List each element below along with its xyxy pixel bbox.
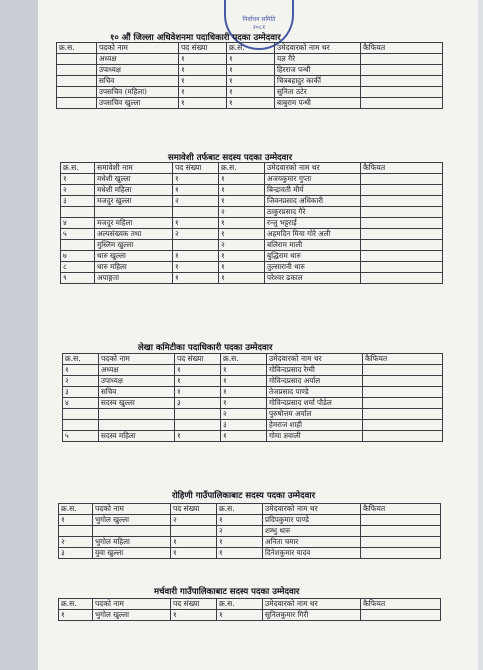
post-count-cell: १ [179, 87, 227, 98]
table-row [63, 398, 443, 409]
candidate-serial-cell: १ [219, 185, 265, 196]
column-header: क्र.स. [217, 599, 263, 610]
remarks-cell [361, 537, 441, 548]
table-row [57, 65, 443, 76]
serial-cell [57, 98, 97, 109]
candidate-serial-cell: १ [221, 398, 267, 409]
post-count-cell: १ [179, 54, 227, 65]
table-row [61, 240, 443, 251]
table-row [57, 76, 443, 87]
remarks-cell [363, 365, 443, 376]
candidate-name-cell: बिन्द्रावती मौर्य [265, 185, 361, 196]
remarks-cell [361, 610, 441, 621]
table-header-row [59, 599, 441, 610]
post-name-cell [95, 207, 173, 218]
column-header: समावेशी नाम [95, 163, 173, 174]
post-name-cell: उपसचिव (महिला) [97, 87, 179, 98]
candidate-serial-cell: १ [217, 548, 263, 559]
table-row [63, 376, 443, 387]
remarks-cell [363, 420, 443, 431]
post-count-cell: १ [175, 431, 221, 442]
serial-cell: २ [59, 537, 93, 548]
candidate-name-cell: हिरराज पन्थी [275, 65, 361, 76]
rohini-members-table [58, 503, 441, 559]
remarks-cell [361, 76, 443, 87]
remarks-cell [363, 409, 443, 420]
post-name-cell [99, 420, 175, 431]
column-header: उमेदवारको नाम थर [263, 599, 361, 610]
column-header: क्र.स. [221, 354, 267, 365]
candidate-serial-cell: १ [217, 610, 263, 621]
column-header: कैफियत [361, 43, 443, 54]
column-header: पद संख्या [175, 354, 221, 365]
column-header: पद संख्या [173, 163, 219, 174]
column-header: कैफियत [361, 504, 441, 515]
table-row [59, 548, 441, 559]
marchawari-members-table [58, 598, 441, 621]
candidate-serial-cell: १ [219, 251, 265, 262]
serial-cell: १ [63, 365, 99, 376]
post-name-cell: थारु महिला [95, 262, 173, 273]
column-header: पदको नाम [93, 504, 171, 515]
column-header: क्र.स. [59, 504, 93, 515]
table-row [57, 87, 443, 98]
post-name-cell: मजदुर खुल्ला [95, 196, 173, 207]
candidate-serial-cell: १ [217, 537, 263, 548]
column-header: उमेदवारको नाम थर [267, 354, 363, 365]
post-count-cell: २ [173, 196, 219, 207]
remarks-cell [363, 431, 443, 442]
candidate-name-cell: गोमा ज्ञवाली [267, 431, 363, 442]
table-row [63, 409, 443, 420]
section-title-office-bearers: १० औं जिल्ला अधिवेशनमा पदाधिकारी पदका उम्मेदवार [110, 33, 281, 43]
candidate-name-cell: सुनिलकुमार गिरी [263, 610, 361, 621]
candidate-name-cell: रन्जु भट्टराई [265, 218, 361, 229]
section-title-rohini: रोहिणी गाउँपालिकाबाट सदस्य पदका उम्मेदवार [172, 491, 316, 501]
seal-year: २०८१ [252, 24, 266, 31]
serial-cell [61, 240, 95, 251]
remarks-cell [363, 398, 443, 409]
column-header: क्र.स. [61, 163, 95, 174]
serial-cell: ३ [59, 548, 93, 559]
candidate-serial-cell: १ [221, 387, 267, 398]
table-row [61, 273, 443, 284]
remarks-cell [361, 174, 443, 185]
candidate-serial-cell: १ [227, 54, 275, 65]
candidate-serial-cell: १ [227, 87, 275, 98]
column-header: क्र.स. [63, 354, 99, 365]
candidate-serial-cell: १ [219, 174, 265, 185]
table-row [61, 262, 443, 273]
column-header: क्र.स. [57, 43, 97, 54]
remarks-cell [361, 548, 441, 559]
serial-cell: १ [59, 610, 93, 621]
remarks-cell [361, 251, 443, 262]
inclusive-members-table [60, 162, 443, 284]
candidate-serial-cell: १ [219, 196, 265, 207]
post-count-cell: १ [179, 65, 227, 76]
post-count-cell [173, 207, 219, 218]
candidate-name-cell: यज्ञ गैरे [275, 54, 361, 65]
serial-cell: ४ [63, 398, 99, 409]
post-name-cell: सचिव [99, 387, 175, 398]
background-edge [0, 0, 38, 670]
candidate-name-cell: गोविन्दप्रसाद शर्मा पौडेल [267, 398, 363, 409]
post-count-cell: १ [171, 537, 217, 548]
candidate-name-cell: पुरुषोत्तम अर्याल [267, 409, 363, 420]
candidate-name-cell: चित्रबहादुर कार्की [275, 76, 361, 87]
table-row [57, 54, 443, 65]
candidate-serial-cell: १ [219, 218, 265, 229]
serial-cell: ५ [61, 229, 95, 240]
post-name-cell: भुगोल खुल्ला [93, 515, 171, 526]
table-header-row [57, 43, 443, 54]
column-header: क्र.स. [227, 43, 275, 54]
post-count-cell: १ [179, 76, 227, 87]
post-name-cell: मुस्लिम खुल्ला [95, 240, 173, 251]
remarks-cell [361, 240, 443, 251]
candidate-serial-cell: १ [221, 431, 267, 442]
candidate-name-cell: सुनिता ठटेर [275, 87, 361, 98]
post-name-cell: अध्यक्ष [97, 54, 179, 65]
remarks-cell [361, 515, 441, 526]
candidate-serial-cell: १ [227, 76, 275, 87]
serial-cell: ३ [61, 196, 95, 207]
post-count-cell: १ [173, 262, 219, 273]
post-name-cell: भुगोल महिला [93, 537, 171, 548]
candidate-serial-cell: २ [217, 526, 263, 537]
post-name-cell [93, 526, 171, 537]
table-row [59, 515, 441, 526]
post-name-cell: अध्यक्ष [99, 365, 175, 376]
post-count-cell [173, 240, 219, 251]
candidate-serial-cell: १ [217, 515, 263, 526]
post-count-cell: १ [173, 273, 219, 284]
serial-cell: ४ [61, 218, 95, 229]
remarks-cell [361, 229, 443, 240]
post-count-cell: १ [173, 251, 219, 262]
office-bearers-table [56, 42, 443, 109]
post-name-cell: मधेशी खुल्ला [95, 174, 173, 185]
post-count-cell: १ [175, 376, 221, 387]
column-header: उमेदवारको नाम थर [265, 163, 361, 174]
section-title-inclusive-members: समावेशी तर्फबाट सदस्य पदका उम्मेदवार [168, 153, 293, 163]
seal-text: निर्वाचन समिति [242, 16, 276, 23]
post-name-cell: अपाङ्गता [95, 273, 173, 284]
post-name-cell: सदस्य खुल्ला [99, 398, 175, 409]
post-name-cell: उपाध्यक्ष [99, 376, 175, 387]
remarks-cell [361, 98, 443, 109]
remarks-cell [363, 376, 443, 387]
post-count-cell: १ [171, 548, 217, 559]
candidate-name-cell: जिवनप्रसाद अधिकारी [265, 196, 361, 207]
table-row [59, 526, 441, 537]
candidate-serial-cell: १ [227, 98, 275, 109]
serial-cell [57, 76, 97, 87]
serial-cell [63, 420, 99, 431]
serial-cell: ३ [63, 387, 99, 398]
candidate-serial-cell: १ [227, 65, 275, 76]
table-row [63, 420, 443, 431]
remarks-cell [361, 65, 443, 76]
post-name-cell: मधेशी महिला [95, 185, 173, 196]
remarks-cell [361, 218, 443, 229]
candidate-name-cell: प्रदिपकुमार पाण्डे [263, 515, 361, 526]
remarks-cell [361, 185, 443, 196]
serial-cell: १ [61, 174, 95, 185]
column-header: पद संख्या [179, 43, 227, 54]
table-row [61, 185, 443, 196]
table-row [61, 251, 443, 262]
post-count-cell: १ [171, 610, 217, 621]
candidate-name-cell: परेश्वर ढकाल [265, 273, 361, 284]
serial-cell [63, 409, 99, 420]
post-count-cell: १ [173, 218, 219, 229]
post-name-cell: मजदुर महिला [95, 218, 173, 229]
serial-cell: १ [59, 515, 93, 526]
candidate-name-cell: दिनेशकुमार यादव [263, 548, 361, 559]
column-header: क्र.स. [59, 599, 93, 610]
post-count-cell: २ [173, 229, 219, 240]
post-count-cell: १ [173, 174, 219, 185]
column-header: उमेदवारको नाम थर [263, 504, 361, 515]
table-row [63, 365, 443, 376]
post-name-cell: अल्पसंख्यक तथा [95, 229, 173, 240]
candidate-name-cell: गोविन्दप्रसाद रेग्मी [267, 365, 363, 376]
candidate-serial-cell: २ [219, 207, 265, 218]
post-name-cell: सचिव [97, 76, 179, 87]
column-header: पदको नाम [97, 43, 179, 54]
serial-cell: २ [61, 185, 95, 196]
post-name-cell: उपसचिव खुल्ला [97, 98, 179, 109]
candidate-serial-cell: ३ [221, 420, 267, 431]
remarks-cell [361, 87, 443, 98]
column-header: कैफियत [361, 599, 441, 610]
candidate-serial-cell: १ [221, 365, 267, 376]
candidate-name-cell: बलिराम माली [265, 240, 361, 251]
column-header: उमेदवारको नाम थर [275, 43, 361, 54]
column-header: कैफियत [361, 163, 443, 174]
column-header: पद संख्या [171, 504, 217, 515]
candidate-serial-cell: १ [221, 376, 267, 387]
candidate-name-cell: तेजप्रसाद पाण्डे [267, 387, 363, 398]
post-count-cell: १ [175, 387, 221, 398]
accounts-committee-table [62, 353, 443, 442]
column-header: क्र.स. [217, 504, 263, 515]
table-row [61, 207, 443, 218]
candidate-serial-cell: १ [219, 229, 265, 240]
table-header-row [59, 504, 441, 515]
candidate-serial-cell: २ [219, 240, 265, 251]
remarks-cell [363, 387, 443, 398]
remarks-cell [361, 526, 441, 537]
table-row [57, 98, 443, 109]
post-count-cell [175, 420, 221, 431]
post-name-cell: थारु खुल्ला [95, 251, 173, 262]
serial-cell [57, 65, 97, 76]
section-title-marchawari: मर्चवारी गाउँपालिकाबाट सदस्य पदका उम्मेदवार [154, 587, 300, 597]
serial-cell: २ [63, 376, 99, 387]
column-header: पदको नाम [99, 354, 175, 365]
candidate-serial-cell: २ [221, 409, 267, 420]
remarks-cell [361, 207, 443, 218]
candidate-name-cell: अनिता चमार [263, 537, 361, 548]
serial-cell [61, 207, 95, 218]
post-name-cell: उपाध्यक्ष [97, 65, 179, 76]
table-row [63, 387, 443, 398]
column-header: कैफियत [363, 354, 443, 365]
post-count-cell [171, 526, 217, 537]
serial-cell [57, 87, 97, 98]
table-row [59, 610, 441, 621]
table-row [61, 229, 443, 240]
remarks-cell [361, 273, 443, 284]
table-row [59, 537, 441, 548]
remarks-cell [361, 54, 443, 65]
column-header: क्र.स. [219, 163, 265, 174]
post-count-cell [175, 409, 221, 420]
serial-cell: ७ [61, 251, 95, 262]
remarks-cell [361, 196, 443, 207]
candidate-name-cell: तुल्सारानी थारु [265, 262, 361, 273]
serial-cell: ५ [63, 431, 99, 442]
candidate-name-cell: हेमराज शाही [267, 420, 363, 431]
serial-cell [57, 54, 97, 65]
candidate-name-cell: ठाकुरप्रसाद गैरे [265, 207, 361, 218]
candidate-name-cell: अजयकुमार गुप्ता [265, 174, 361, 185]
table-header-row [63, 354, 443, 365]
remarks-cell [361, 262, 443, 273]
post-count-cell: २ [171, 515, 217, 526]
candidate-name-cell: बुद्धिराम थारु [265, 251, 361, 262]
table-row [63, 431, 443, 442]
candidate-name-cell: बाबुराम पन्थी [275, 98, 361, 109]
document-page [38, 0, 478, 670]
column-header: पद संख्या [171, 599, 217, 610]
candidate-name-cell: शम्भु थारु [263, 526, 361, 537]
section-title-accounts-committee: लेखा कमिटीका पदाधिकारी पदका उम्मेदवार [138, 343, 273, 353]
post-name-cell: युवा खुल्ला [93, 548, 171, 559]
post-count-cell: ३ [175, 398, 221, 409]
candidate-serial-cell: १ [219, 262, 265, 273]
post-name-cell: भुगोल खुल्ला [93, 610, 171, 621]
serial-cell: ८ [61, 262, 95, 273]
candidate-name-cell: अहमदिन मिया गोरे अली [265, 229, 361, 240]
column-header: पदको नाम [93, 599, 171, 610]
post-count-cell: १ [179, 98, 227, 109]
post-name-cell: सदस्य महिला [99, 431, 175, 442]
table-row [61, 174, 443, 185]
table-row [61, 196, 443, 207]
candidate-name-cell: गोविन्दप्रसाद अर्याल [267, 376, 363, 387]
table-header-row [61, 163, 443, 174]
serial-cell: ९ [61, 273, 95, 284]
serial-cell [59, 526, 93, 537]
candidate-serial-cell: १ [219, 273, 265, 284]
post-count-cell: १ [175, 365, 221, 376]
post-count-cell: १ [173, 185, 219, 196]
post-name-cell [99, 409, 175, 420]
table-row [61, 218, 443, 229]
